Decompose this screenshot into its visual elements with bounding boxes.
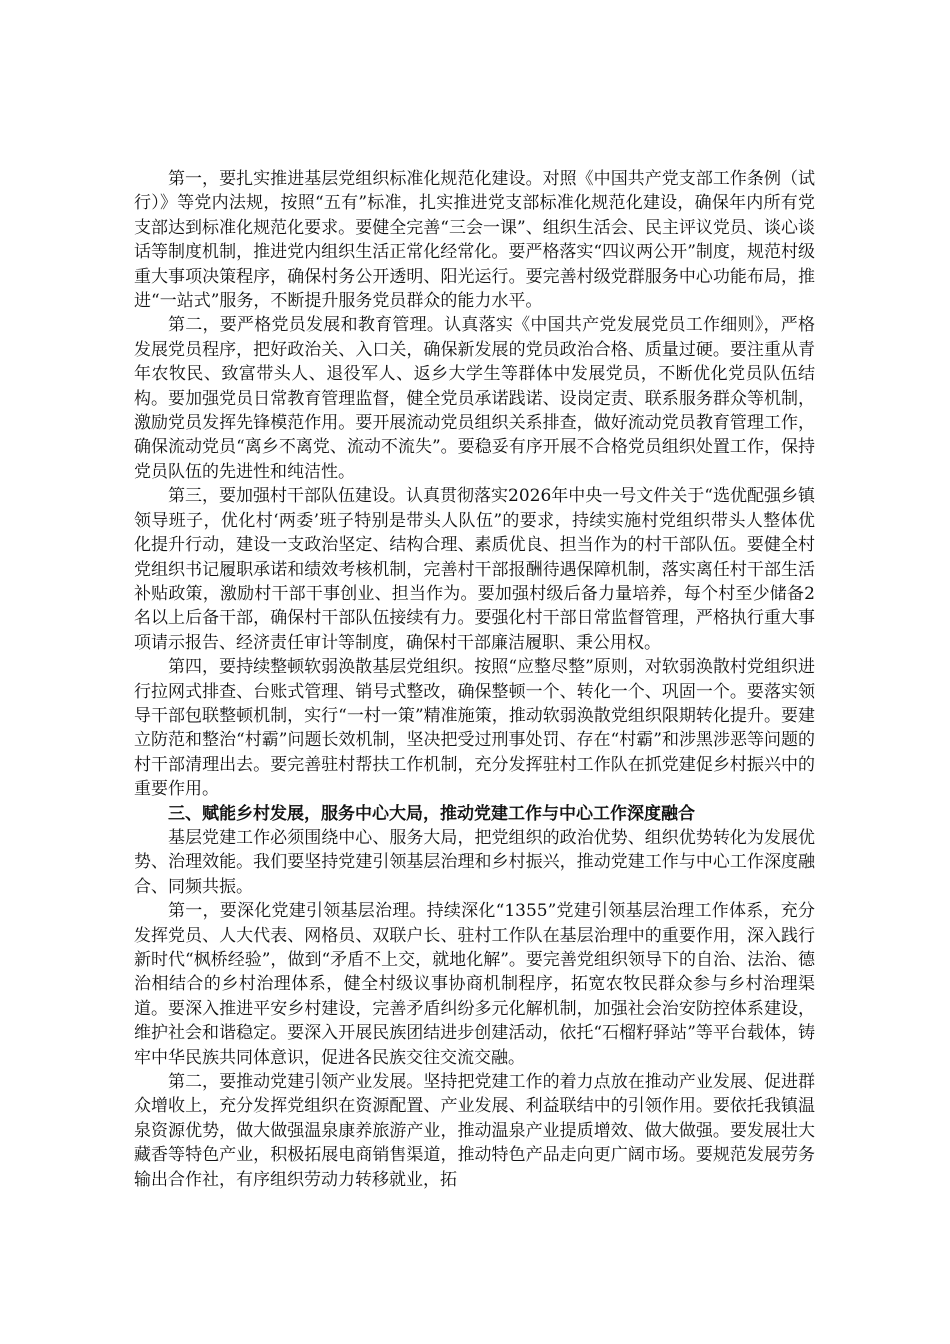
paragraph-village-cadre-team: 第三，要加强村干部队伍建设。认真贯彻落实2026年中央一号文件关于“选优配强乡镇领导班子，优化村‘两委’班子特别是带头人队伍”的要求，持续实施村党组织带头人整体优化提升行动，建设一支政治坚定、结构合理、素质优良、担当作为的村干部队伍。要健全村党组织书记履职承诺和绩效考核机制，完善村干部报酬待遇保障机制，落实离任村干部生活补贴政策，激励村干部干事创业、担当作为。要加强村级后备力量培养，每个村至少储备2名以上后备干部，确保村干部队伍接续有力。要强化村干部日常监督管理，严格执行重大事项请示报告、经济责任审计等制度，确保村干部廉洁履职、秉公用权。	[134, 486, 815, 653]
paragraph-grassroots-governance: 第一，要深化党建引领基层治理。持续深化“1355”党建引领基层治理工作体系，充分发挥党员、人大代表、网格员、双联户长、驻村工作队在基层治理中的重要作用，深入践行新时代“枫桥经验”，做到“矛盾不上交，就地化解”。要完善党组织领导下的自治、法治、德治相结合的乡村治理体系，健全村级议事协商机制程序，拓宽农牧民群众参与乡村治理渠道。要深入推进平安乡村建设，完善矛盾纠纷多元化解机制，加强社会治安防控体系建设，维护社会和谐稳定。要深入开展民族团结进步创建活动，依托“石榴籽驿站”等平台载体，铸牢中华民族共同体意识，促进各民族交往交流交融。	[134, 901, 815, 1068]
paragraph-party-member-management: 第二，要严格党员发展和教育管理。认真落实《中国共产党发展党员工作细则》，严格发展党员程序，把好政治关、入口关，确保新发展的党员政治合格、质量过硬。要注重从青年农牧民、致富带头人、退役军人、返乡大学生等群体中发展党员，不断优化党员队伍结构。要加强党员日常教育管理监督，健全党员承诺践诺、设岗定责、联系服务群众等机制，激励党员发挥先锋模范作用。要开展流动党员组织关系排查，做好流动党员教育管理工作，确保流动党员“离乡不离党、流动不流失”。要稳妥有序开展不合格党员组织处置工作，保持党员队伍的先进性和纯洁性。	[134, 315, 815, 482]
document-page	[134, 167, 815, 1192]
paragraph-weak-organization-rectification: 第四，要持续整顿软弱涣散基层党组织。按照“应整尽整”原则，对软弱涣散村党组织进行拉网式排查、台账式管理、销号式整改，确保整顿一个、转化一个、巩固一个。要落实领导干部包联整顿机制，实行“一村一策”精准施策，推动软弱涣散党组织限期转化提升。要建立防范和整治“村霸”问题长效机制，坚决把受过刑事处罚、存在“村霸”和涉黑涉恶等问题的村干部清理出去。要完善驻村帮扶工作机制，充分发挥驻村工作队在抓党建促乡村振兴中的重要作用。	[134, 657, 815, 800]
paragraph-industry-development: 第二，要推动党建引领产业发展。坚持把党建工作的着力点放在推动产业发展、促进群众增收上，充分发挥党组织在资源配置、产业发展、利益联结中的引领作用。要依托我镇温泉资源优势，做大做强温泉康养旅游产业，推动温泉产业提质增效、做大做强。要发展壮大藏香等特色产业，积极拓展电商销售渠道，推动特色产品走向更广阔市场。要规范发展劳务输出合作社，有序组织劳动力转移就业，拓	[134, 1072, 815, 1190]
section-heading-three: 三、赋能乡村发展，服务中心大局，推动党建工作与中心工作深度融合	[168, 803, 695, 824]
paragraph-section-intro: 基层党建工作必须围绕中心、服务大局，把党组织的政治优势、组织优势转化为发展优势、治理效能。我们要坚持党建引领基层治理和乡村振兴，推动党建工作与中心工作深度融合、同频共振。	[134, 827, 815, 897]
paragraph-party-branch-standardization: 第一，要扎实推进基层党组织标准化规范化建设。对照《中国共产党支部工作条例（试行）》等党内法规，按照“五有”标准，扎实推进党支部标准化规范化建设，确保年内所有党支部达到标准化规范化要求。要健全完善“三会一课”、组织生活会、民主评议党员、谈心谈话等制度机制，推进党内组织生活正常化经常化。要严格落实“四议两公开”制度，规范村级重大事项决策程序，确保村务公开透明、阳光运行。要完善村级党群服务中心功能布局，推进“一站式”服务，不断提升服务党员群众的能力水平。	[134, 169, 815, 312]
